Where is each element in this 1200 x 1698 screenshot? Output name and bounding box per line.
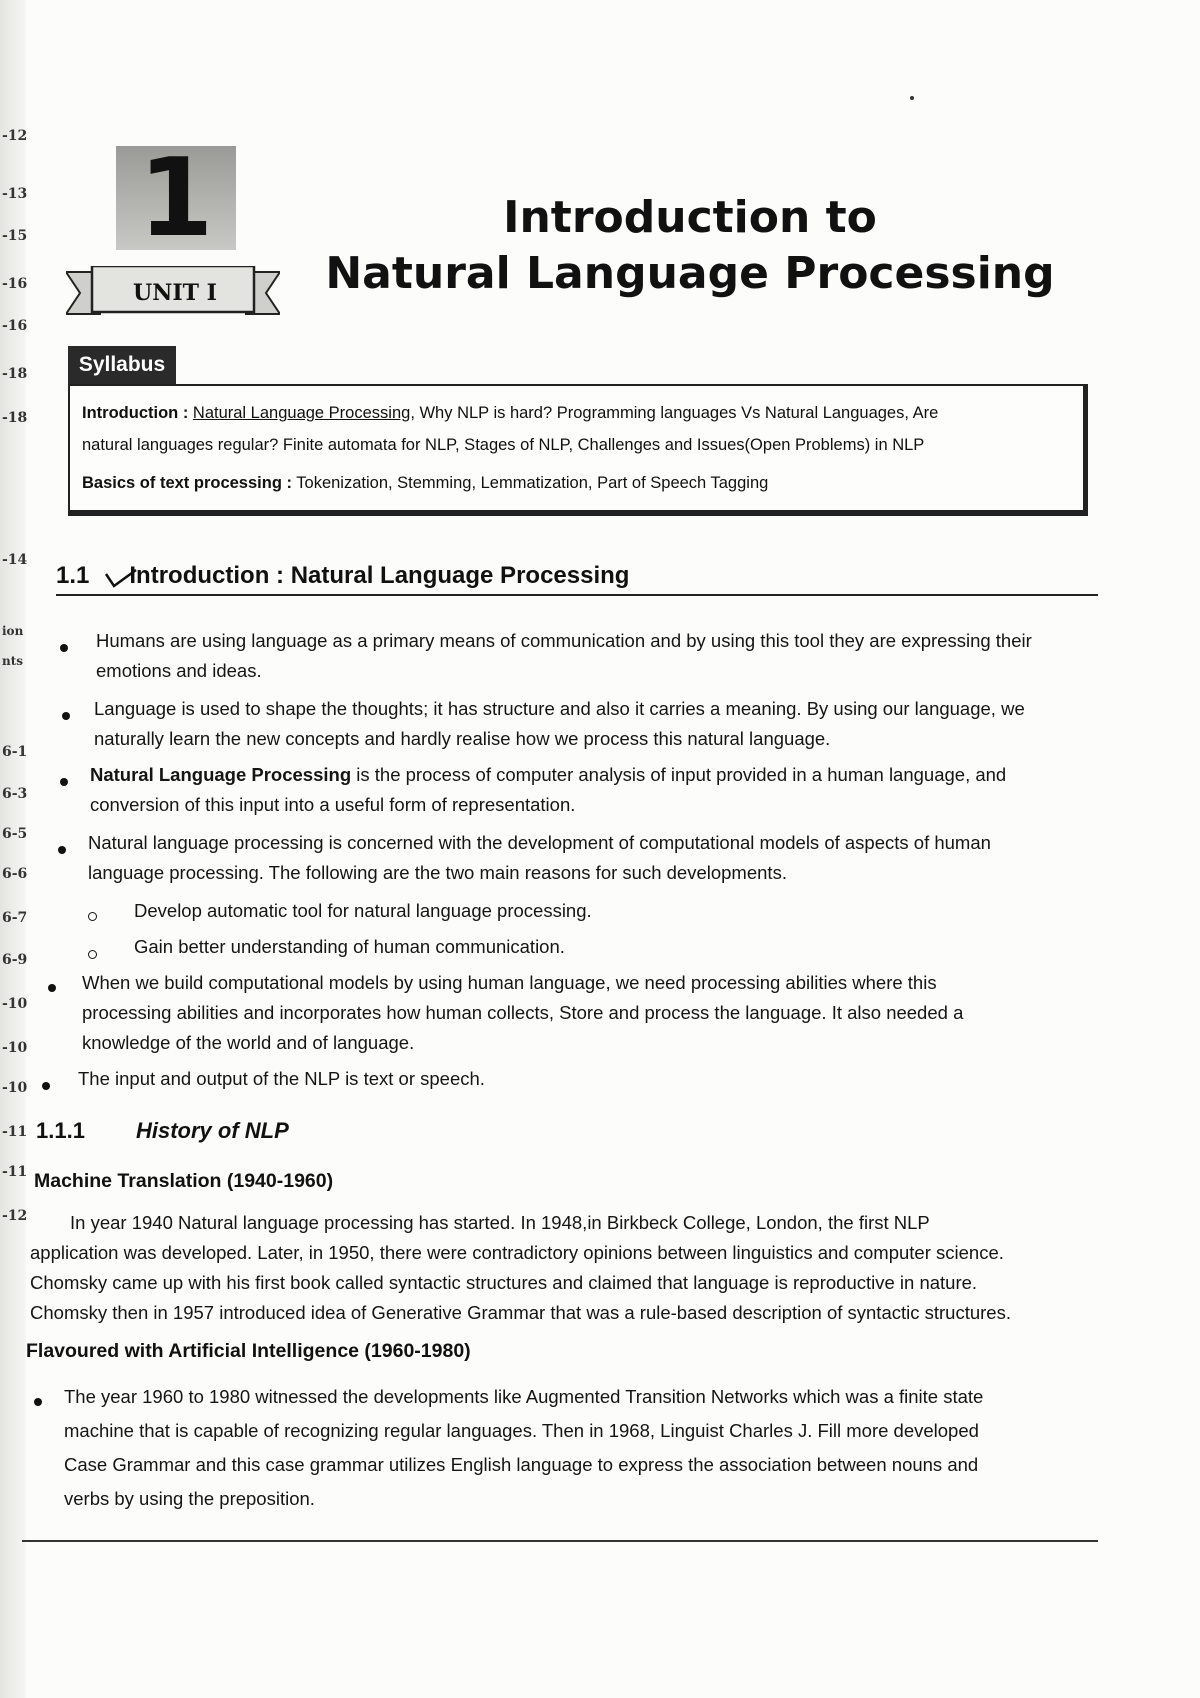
history-heading-ai: Flavoured with Artificial Intelligence (1960-1980) [26,1340,471,1362]
margin-mark: -16 [2,318,28,334]
bullet-dot [48,984,56,992]
syllabus-intro-rest1: , Why NLP is hard? Programming languages Vs Natural Languages, Are [410,404,939,422]
bullet-text: is the process of computer analysis of input provided in a human language, and [351,764,1007,785]
margin-mark: -14 [2,552,28,568]
bullet-bold-term: Natural Language Processing [90,764,352,785]
chapter-title-line2: Natural Language Processing [325,248,1055,299]
speck [910,96,914,100]
checkmark-icon [104,568,138,590]
sub-bullet-item: Develop automatic tool for natural language processing. [134,900,592,921]
paragraph-line: In year 1940 Natural language processing has started. In 1948,in Birkbeck College, London, the first NLP [70,1212,930,1233]
margin-mark: -13 [2,186,28,202]
bullet-line: Natural language processing is concerned with the development of computational models of aspects of human [88,832,991,853]
paragraph-line: machine that is capable of recognizing regular languages. Then in 1968, Linguist Charles J. Fill more developed [64,1420,979,1441]
margin-mark: 6-6 [2,866,28,882]
bullet-dot [62,712,70,720]
syllabus-intro-label: Introduction : [82,404,189,422]
footer-rule [22,1540,1098,1542]
bullet-item: The input and output of the NLP is text or speech. [78,1068,485,1089]
subsection-number: 1.1.1 [36,1118,85,1143]
bullet-item [96,626,1096,686]
chapter-title [300,190,1080,302]
paragraph-line: Case Grammar and this case grammar utilizes English language to express the association between nouns and [64,1454,979,1475]
margin-mark: -10 [2,1080,28,1096]
margin-mark: 6-1 [2,744,28,760]
margin-mark: 6-3 [2,786,28,802]
sub-bullet-circle [88,912,97,921]
bullet-line: emotions and ideas. [96,660,262,681]
bullet-line: When we build computational models by using human language, we need processing abilities where this [82,972,937,993]
syllabus-basics-line [82,474,768,493]
section-number: 1.1 [56,562,90,589]
margin-mark: 6-7 [2,910,28,926]
margin-mark: -10 [2,1040,28,1056]
bullet-line: Humans are using language as a primary means of communication and by using this tool they are expressing their [96,630,1032,651]
margin-mark: -16 [2,276,28,292]
paragraph-line: The year 1960 to 1980 witnessed the developments like Augmented Transition Networks which was a finite state [64,1386,984,1407]
bullet-line: knowledge of the world and of language. [82,1032,415,1053]
bullet-dot [60,644,68,652]
section-title: Introduction : Natural Language Processing [129,562,630,589]
sub-bullet-item: Gain better understanding of human communication. [134,936,565,957]
history-paragraph [30,1208,1100,1328]
unit-number: 1 [138,136,214,261]
bullet-line [90,760,1096,790]
bullet-line: conversion of this input into a useful form of representation. [90,794,576,815]
margin-mark: -11 [2,1164,28,1180]
bullet-item [90,760,1096,820]
margin-mark: -18 [2,366,28,382]
syllabus-tab: Syllabus [68,346,176,384]
bullet-dot [42,1082,50,1090]
syllabus-intro-link: Natural Language Processing [192,404,411,422]
bullet-dot [60,778,68,786]
margin-mark: -12 [2,1208,28,1224]
sub-bullet-circle [88,950,97,959]
bullet-item [64,1380,1098,1516]
bullet-line: language processing. The following are the two main reasons for such developments. [88,862,787,883]
bullet-dot [58,846,66,854]
syllabus-intro-line1 [82,404,938,423]
section-rule [56,594,1098,596]
margin-mark: 6-5 [2,826,28,842]
margin-mark: ion [2,624,24,638]
unit-number-block [116,136,236,261]
unit-label: UNIT I [133,280,217,306]
paragraph-line: Chomsky came up with his first book called syntactic structures and claimed that language is reproductive in nature. [30,1272,978,1293]
bullet-item [88,828,1096,888]
margin-mark: 6-9 [2,952,28,968]
bullet-line: naturally learn the new concepts and hardly realise how we process this natural language. [94,728,831,749]
syllabus-basics-text: Tokenization, Stemming, Lemmatization, Part of Speech Tagging [291,474,769,492]
bullet-dot [34,1398,42,1406]
margin-mark: -11 [2,1124,28,1140]
bullet-item [82,968,1096,1058]
bullet-line: Language is used to shape the thoughts; it has structure and also it carries a meaning. By using our language, we [94,698,1025,719]
section-heading [56,562,629,590]
margin-mark: -12 [2,128,28,144]
bullet-item [94,694,1096,754]
margin-mark: -18 [2,410,28,426]
paragraph-line: application was developed. Later, in 1950, there were contradictory opinions between linguistics and computer science. [30,1242,1004,1263]
paragraph-line: Chomsky then in 1957 introduced idea of Generative Grammar that was a rule-based description of syntactic structures. [30,1302,1011,1323]
syllabus-intro-line2: natural languages regular? Finite automata for NLP, Stages of NLP, Challenges and Issues(Open Problems) in NLP [82,436,925,454]
margin-mark: -10 [2,996,28,1012]
bullet-line: processing abilities and incorporates how human collects, Store and process the language. It also needed a [82,1002,964,1023]
history-heading-machine-translation: Machine Translation (1940-1960) [34,1170,334,1192]
margin-mark: -15 [2,228,28,244]
syllabus-basics-label: Basics of text processing : [82,474,292,492]
margin-marks [0,0,40,1698]
margin-mark: nts [2,654,24,668]
chapter-title-line1: Introduction to [503,192,877,243]
syllabus-box [68,384,1088,516]
subsection-title: History of NLP [136,1118,289,1143]
paragraph-line: verbs by using the preposition. [64,1488,315,1509]
